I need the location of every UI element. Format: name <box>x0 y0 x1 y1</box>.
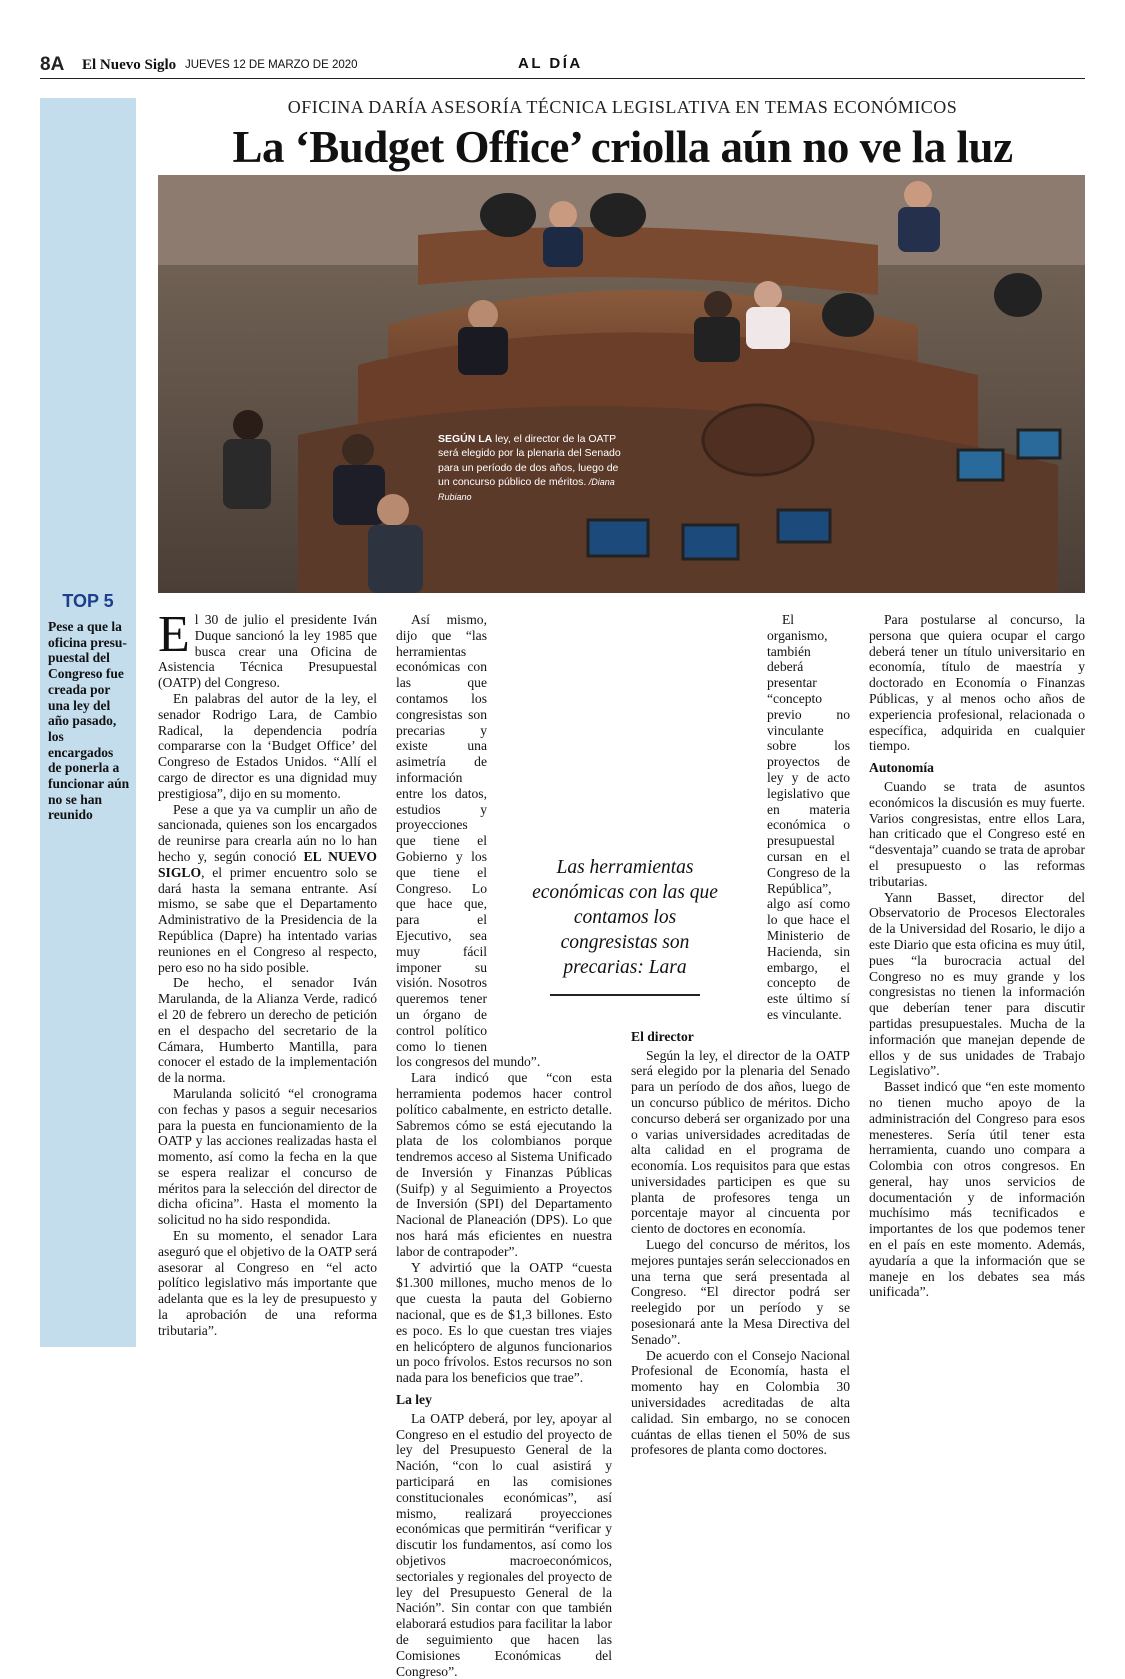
page-number: 8A <box>40 54 65 75</box>
newspaper-name: El Nuevo Siglo <box>82 57 177 73</box>
article-paragraph: La OATP deberá, por ley, apoyar al Congreso en el estudio del proyecto de ley del Presupuesto General de la Nación, “con lo cual asistirá y participará en las comisiones constitucionales económicas”, así mismo, realizará proyecciones económicas que permitirán “verificar y discutir los fundamentos, así como los objetivos macroeconómicos, sectoriales y regionales del proyecto de ley del Presupuesto General de la Nación”. Sin contar con que también elaborará estudios para facilitar la labor de seguimiento que hacen las Comisiones Económicas del Congreso”. <box>396 1410 612 1679</box>
sidebar-panel <box>40 98 136 1347</box>
headline: La ‘Budget Office’ criolla aún no ve la luz <box>232 122 1013 172</box>
article-paragraph: Pese a que ya va cumplir un año de sancionada, quienes son los encargados de reunirse para crearla aún no lo han hecho y, según conoció EL NUEVO SIGLO, el primer encuentro solo se dará hasta la semana entrante. Así mismo, se sabe que el Departamento Administrativo de la Presidencia de la República (Dapre) ha intentado varias reuniones en el Congreso al respecto, pero eso no ha sido posible. <box>158 801 378 975</box>
article-paragraph: En palabras del autor de la ley, el senador Rodrigo Lara, de Cambio Radical, la dependencia podría compararse con la ‘Budget Office’ del Congreso de Estados Unidos. “Allí el cargo de director es una dignidad muy prestigiosa”, dijo en su momento. <box>158 690 377 801</box>
article-column-2 <box>396 612 612 1679</box>
article-paragraph: Para postularse al concurso, la persona que quiera ocupar el cargo deberá tener un título universitario en economía, título de maestría y doctorado en Economía o Finanzas Públicas, y al menos ocho años de experiencia profesional, relacionada o específica, adquirida en cualquier tiempo. <box>869 612 1085 754</box>
article-paragraph: El 30 de julio el presidente Iván Duque sancionó la ley 1985 que busca crear una Oficina de Asistencia Técnica Presupuestal (OATP) del Congreso. <box>158 606 377 691</box>
subhead-la-ley: La ley <box>396 1392 432 1408</box>
page-header <box>40 52 1085 79</box>
article-column-4 <box>869 612 1085 1300</box>
senate-chamber-illustration <box>158 175 1085 593</box>
article-paragraph: En su momento, el senador Lara aseguró que el objetivo de la OATP será asesorar al Congreso en “el acto político legislativo más importante que adelanta que es la ley de presupuesto y la aprobación de una reforma tributaria”. <box>158 1228 377 1338</box>
subhead-autonomia: Autonomía <box>869 760 934 776</box>
article-paragraph: Y advirtió que la OATP “cuesta $1.300 millones, mucho menos de lo que cuesta la pauta del Gobierno nacional, que es de $1,3 billones. Esto es poco. Es lo que cuestan tres viajes en helicóptero de algunos funcionarios un poco frívolos. Estos recursos no son nada para los beneficios que trae”. <box>396 1259 612 1386</box>
pull-quote-rule <box>550 994 700 996</box>
article-column-3 <box>631 612 850 1458</box>
article-paragraph: Luego del concurso de méritos, los mejores puntajes serán seleccionados en una terna que será presentada al Congreso. “El director podrá ser reelegido por un período y se posesionará ante la Mesa Directiva del Senado”. <box>631 1237 850 1347</box>
caption-text: ley, el director de la OATP será elegido por la plenaria del Senado para un período de dos años, luego de un concurso público de méritos. <box>438 433 621 489</box>
kicker: OFICINA DARÍA ASESORÍA TÉCNICA LEGISLATIVA EN TEMAS ECONÓMICOS <box>287 97 958 117</box>
pull-quote: Las herramientas económicas con las que contamos los congresistas son precarias: Lara <box>532 857 718 978</box>
article-paragraph: Marulanda solicitó “el cronograma con fechas y pasos a seguir necesarios para la puesta en funcionamiento de la OATP y las acciones realizadas hasta el momento, así como la fecha en la que se espera realizar el concurso de méritos para la selección del director de dicha oficina”. Hasta el momento la solicitud no ha sido respondida. <box>158 1085 377 1228</box>
article-paragraph: Yann Basset, director del Observatorio de Procesos Electorales de la Universidad del Rosario, le dijo a este Diario que esta oficina es muy útil, pues “la burocracia actual del Congreso no es muy grande y los congresistas no tienen la información que deberían tener para discutir partidas presupuestales. Mucha de la información que manejan depende de ellos y de sus unidades de Trabajo Legislativo”. <box>869 889 1085 1079</box>
article-paragraph: El organismo, también deberá presentar “concepto previo no vinculante sobre los proyectos de ley y de acto legislativo que en materia económica o presupuestal cursan en el Congreso de la República”, algo así como lo que hace el Ministerio de Hacienda, sin embargo, el concepto de este último sí es vinculante. <box>767 612 850 1022</box>
senate-photo <box>158 175 1085 593</box>
article-paragraph: Según la ley, el director de la OATP será elegido por la plenaria del Senado para un período de dos años, luego de un concurso público de méritos. Dicho concurso deberá ser organizado por una o varias universidades acreditadas de alta calidad en el programa de economía. Los requisitos para que estas universidades participen es que su planta de profesores tenga un porcentaje mayor al cincuenta por ciento de doctores en economía. <box>631 1047 850 1237</box>
photo-caption <box>438 432 628 504</box>
article-column-1 <box>158 606 378 1339</box>
article-paragraph: Lara indicó que “con esta herramienta podemos hacer control político cabalmente, en estricto detalle. Sabremos cómo se está ejecutando la plata de los colombianos porque tendremos acceso al Sistema Unificado de Inversión y Finanzas Públicas (Suifp) y al Seguimiento a Proyectos de Inversión (SPI) del Departamento Nacional de Planeación (DPS). Lo que nos hará más eficientes en nuestra labor de contrapoder”. <box>396 1070 612 1259</box>
article-paragraph: Basset indicó que “en este momento no tienen mucho apoyo de la administración del Congreso para esos menesteres. Sería útil tener esta herramienta, cuando uno compara a Colombia con otros congresos. En general, hay unos servicios de documentación y de información muchísimo más tecnificados e importantes de los que podemos tener en el país en este momento. Además, ayudaría a que la información que se maneje en los debates sea más unificada”. <box>869 1079 1085 1300</box>
sidebar-top-label: TOP 5 <box>62 591 114 611</box>
subhead-el-director: El director <box>631 1028 694 1044</box>
article-paragraph: De hecho, el senador Iván Marulanda, de la Alianza Verde, radicó el 20 de febrero un derecho de petición en el despacho del secretario de la Cámara, Humberto Mantilla, para conocer el estado de la implementación de la norma. <box>158 975 377 1086</box>
article-paragraph: Cuando se trata de asuntos económicos la discusión es muy fuerte. Varios congresistas, entre ellos Lara, han criticado que el Congreso esté en “desventaja” cuando se trata de aprobar el presupuesto o las reformas tributarias. <box>869 778 1085 889</box>
photo-credit: /Diana Rubiano <box>438 477 615 502</box>
caption-lead: SEGÚN LA <box>438 433 493 445</box>
article-paragraph: Así mismo, dijo que “las herramientas económicas con las que contamos los congresistas son precarias y existe una asimetría de información entre los datos, estudios y proyecciones que tiene el Gobierno y los que tiene el Congreso. Lo que hace que, para el Ejecutivo, sea muy fácil imponer su visión. Nosotros queremos tener un órgano de control político como lo tienen los congresos del mundo”. <box>396 612 541 1070</box>
issue-date: JUEVES 12 DE MARZO DE 2020 <box>185 59 358 71</box>
drop-cap: E <box>158 606 190 663</box>
article-paragraph: De acuerdo con el Consejo Nacional Profesional de Economía, hasta el momento hay en Colombia 30 universidades acreditadas de alta calidad. Sin embargo, no se conocen cuántas de ellas tienen el 50% de sus profesores de planta como doctores. <box>631 1347 850 1458</box>
section-name: AL DÍA <box>518 55 583 72</box>
sidebar-summary: Pese a que la oficina presupuestal del Congreso fue creada por una ley del año pasado, los encargados de ponerla a funcionar aún no se han reunido <box>48 619 130 823</box>
